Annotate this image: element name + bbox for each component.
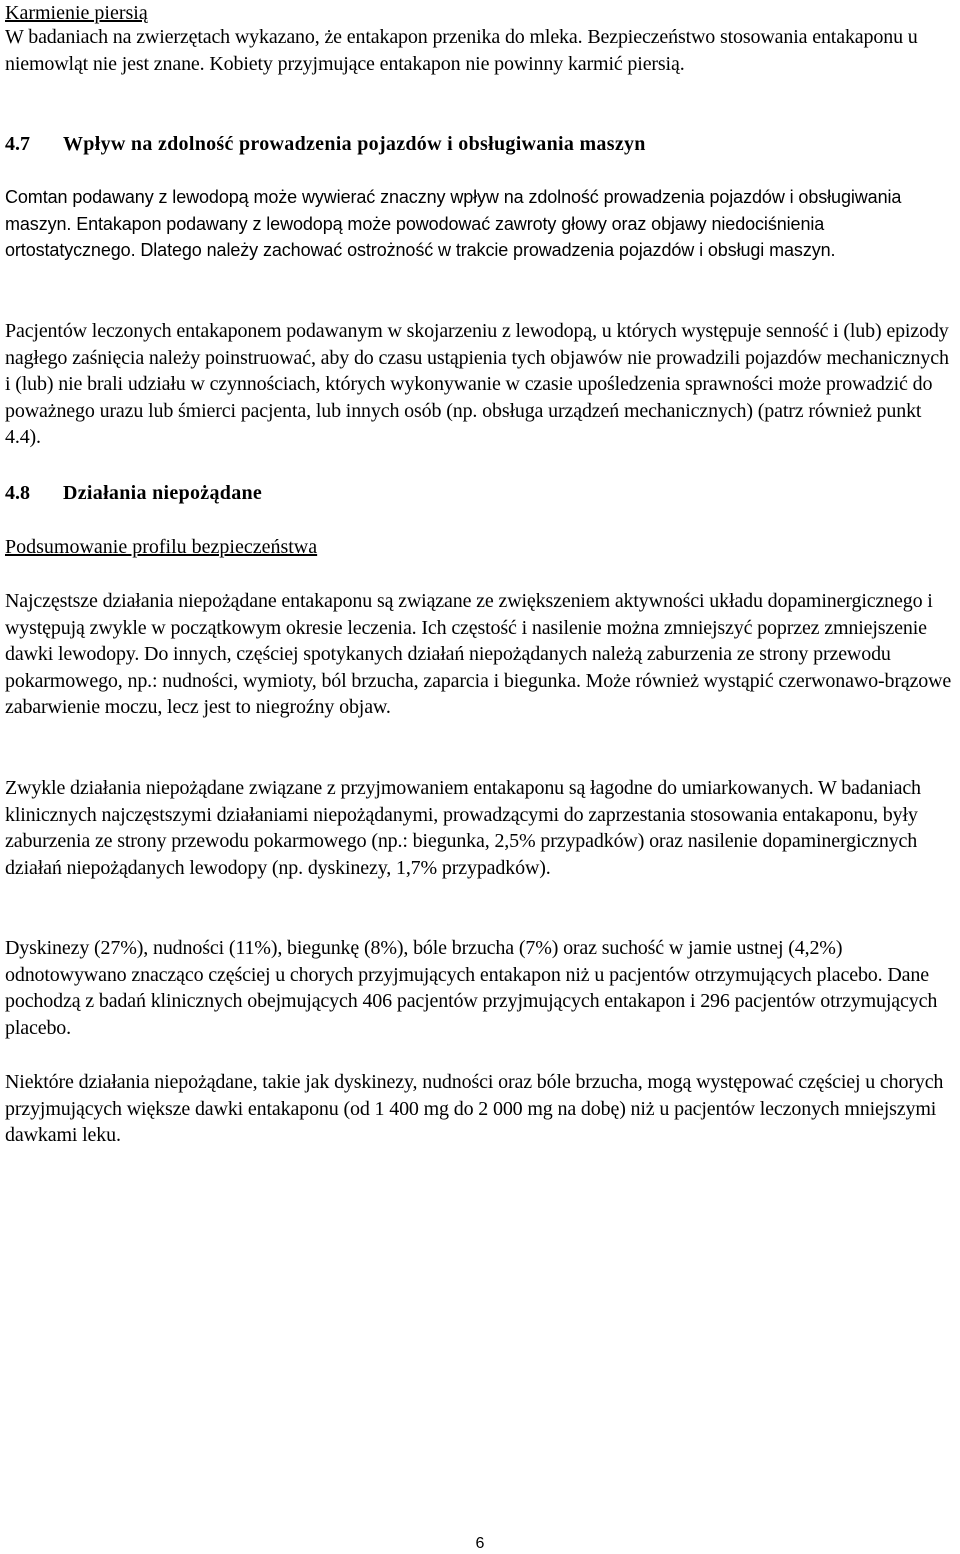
section-4-7-paragraph-1: Comtan podawany z lewodopą może wywierać znaczny wpływ na zdolność prowadzenia pojazdów i obsługiwania maszyn. Entakapon podawany z lewodopą może powodować zawroty głowy oraz objawy niedociśnienia ortostatycznego. Dlatego należy zachować ostrożność w trakcie prowadzenia pojazdów i obsługi maszyn. (5, 187, 902, 260)
safety-profile-subheading: Podsumowanie profilu bezpieczeństwa (5, 536, 318, 558)
section-4-8-heading (5, 480, 262, 507)
section-4-7-number: 4.7 (5, 133, 30, 155)
breastfeeding-text: W badaniach na zwierzętach wykazano, że entakapon przenika do mleka. Bezpieczeństwo stosowania entakaponu u niemowląt nie jest znane. Kobiety przyjmujące entakapon nie powinny karmić piersią. (5, 26, 918, 75)
section-4-8-paragraph-3: Dyskinezy (27%), nudności (11%), biegunkę (8%), bóle brzucha (7%) oraz suchość w jamie ustnej (4,2%) odnotowywano znacząco częściej u chorych przyjmujących entakapon niż u pacjentów otrzymujących placebo. Dane pochodzą z badań klinicznych obejmujących 406 pacjentów przyjmujących entakapon i 296 pacjentów otrzymujących placebo. (5, 937, 938, 1039)
page-number: 6 (475, 1535, 485, 1552)
section-4-8-number: 4.8 (5, 482, 30, 504)
section-4-8-paragraph-1: Najczęstsze działania niepożądane entakaponu są związane ze zwiększeniem aktywności układu dopaminergicznego i występują zwykle w początkowym okresie leczenia. Ich częstość i nasilenie można zmniejszyć poprzez zmniejszenie dawki lewodopy. Do innych, częściej spotykanych działań niepożądanych należą zaburzenia ze strony przewodu pokarmowego, np.: nudności, wymioty, ból brzucha, zaparcia i biegunka. Może również wystąpić czerwonawo-brązowe zabarwienie moczu, lecz jest to niegroźny objaw. (5, 590, 952, 718)
section-4-8-paragraph-2: Zwykle działania niepożądane związane z przyjmowaniem entakaponu są łagodne do umiarkowanych. W badaniach klinicznych najczęstszymi działaniami niepożądanymi, prowadzącymi do zaprzestania stosowania entakaponu, były zaburzenia ze strony przewodu pokarmowego (np.: biegunka, 2,5% przypadków) oraz nasilenie dopaminergicznych działań niepożądanych lewodopy (np. dyskinezy, 1,7% przypadków). (5, 777, 921, 879)
section-4-7-paragraph-2: Pacjentów leczonych entakaponem podawanym w skojarzeniu z lewodopą, u których występuje senność i (lub) epizody nagłego zaśnięcia należy poinstruować, aby do czasu ustąpienia tych objawów nie prowadzili pojazdów mechanicznych i (lub) nie brali udziału w czynnościach, których wykonywanie w czasie upośledzenia sprawności może prowadzić do poważnego urazu lub śmierci pacjenta, lub innych osób (np. obsługa urządzeń mechanicznych) (patrz również punkt 4.4). (5, 320, 949, 448)
section-4-7-heading (5, 131, 646, 158)
section-4-7-title: Wpływ na zdolność prowadzenia pojazdów i obsługiwania maszyn (63, 133, 646, 155)
breastfeeding-heading: Karmienie piersią (5, 2, 148, 24)
section-4-8-title: Działania niepożądane (63, 482, 263, 504)
section-4-8-paragraph-4: Niektóre działania niepożądane, takie jak dyskinezy, nudności oraz bóle brzucha, mogą występować częściej u chorych przyjmujących większe dawki entakaponu (od 1 400 mg do 2 000 mg na dobę) niż u pacjentów leczonych mniejszymi dawkami leku. (5, 1071, 944, 1146)
